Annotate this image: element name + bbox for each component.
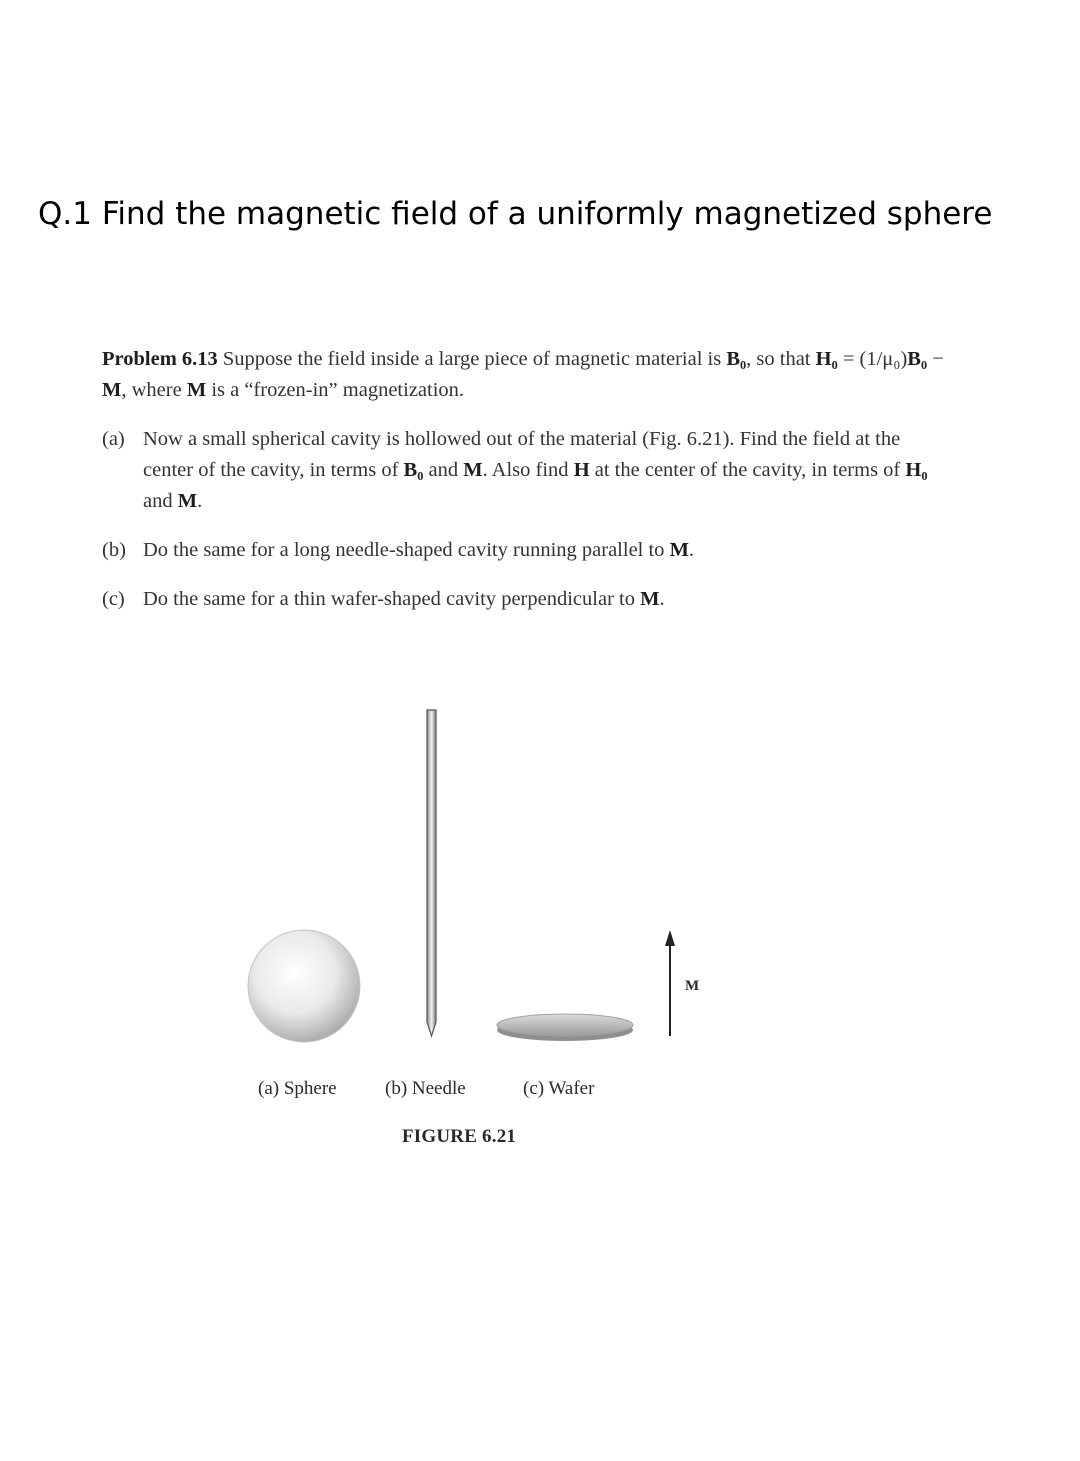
symbol-b0: B₀ bbox=[726, 348, 747, 370]
part-label: (a) bbox=[102, 428, 125, 450]
symbol-h0: H₀ bbox=[815, 348, 838, 370]
part-text: . bbox=[688, 539, 695, 561]
symbol-b0: B₀ bbox=[907, 348, 928, 370]
part-text: . Also find bbox=[482, 459, 574, 481]
part-label: (b) bbox=[102, 539, 126, 561]
part-text: and bbox=[143, 490, 178, 512]
intro-text: = (1/μ₀) bbox=[837, 348, 908, 370]
intro-text: , where bbox=[121, 379, 187, 401]
sphere-shape bbox=[248, 930, 360, 1042]
part-text: . bbox=[197, 490, 203, 512]
caption-wafer: (c) Wafer bbox=[523, 1078, 595, 1099]
needle-shape bbox=[427, 710, 436, 1036]
part-text: Now a small spherical cavity is hollowed out of the material (Fig. 6.21). Find the field at the center of the cavity, in terms of bbox=[143, 428, 901, 481]
problem-intro bbox=[102, 344, 947, 406]
magnetization-arrow bbox=[665, 930, 675, 1036]
symbol-m: M bbox=[463, 459, 483, 481]
wafer-shape bbox=[497, 1014, 633, 1041]
problem-heading: Problem 6.13 bbox=[102, 348, 218, 370]
symbol-h: H bbox=[573, 459, 590, 481]
symbol-m: M bbox=[177, 490, 198, 512]
part-a bbox=[102, 424, 947, 517]
problem-text bbox=[102, 344, 947, 633]
symbol-m: M bbox=[669, 539, 689, 561]
intro-text: is a “frozen-in” magnetization. bbox=[206, 379, 465, 401]
part-text: Do the same for a long needle-shaped cavity running parallel to bbox=[143, 539, 670, 561]
figure-title: FIGURE 6.21 bbox=[402, 1126, 517, 1147]
figure-6-21 bbox=[240, 700, 720, 1160]
symbol-m: M bbox=[102, 379, 122, 401]
part-label: (c) bbox=[102, 588, 125, 610]
part-text: at the center of the cavity, in terms of bbox=[589, 459, 906, 481]
question-title: Q.1 Find the magnetic field of a uniformly magnetized sphere bbox=[38, 196, 993, 232]
intro-text: − bbox=[927, 348, 944, 370]
part-text: Do the same for a thin wafer-shaped cavity perpendicular to bbox=[143, 588, 641, 610]
arrow-label-m: M bbox=[685, 978, 700, 994]
symbol-b0: B₀ bbox=[403, 459, 424, 481]
part-text: . bbox=[659, 588, 665, 610]
part-b bbox=[102, 535, 947, 566]
caption-needle: (b) Needle bbox=[385, 1078, 466, 1099]
intro-text: Suppose the field inside a large piece of magnetic material is bbox=[217, 348, 727, 370]
symbol-h0: H₀ bbox=[905, 459, 928, 481]
symbol-m: M bbox=[186, 379, 207, 401]
caption-sphere: (a) Sphere bbox=[258, 1078, 337, 1099]
intro-text: , so that bbox=[746, 348, 816, 370]
symbol-m: M bbox=[640, 588, 660, 610]
part-text: and bbox=[423, 459, 464, 481]
part-c bbox=[102, 584, 947, 615]
